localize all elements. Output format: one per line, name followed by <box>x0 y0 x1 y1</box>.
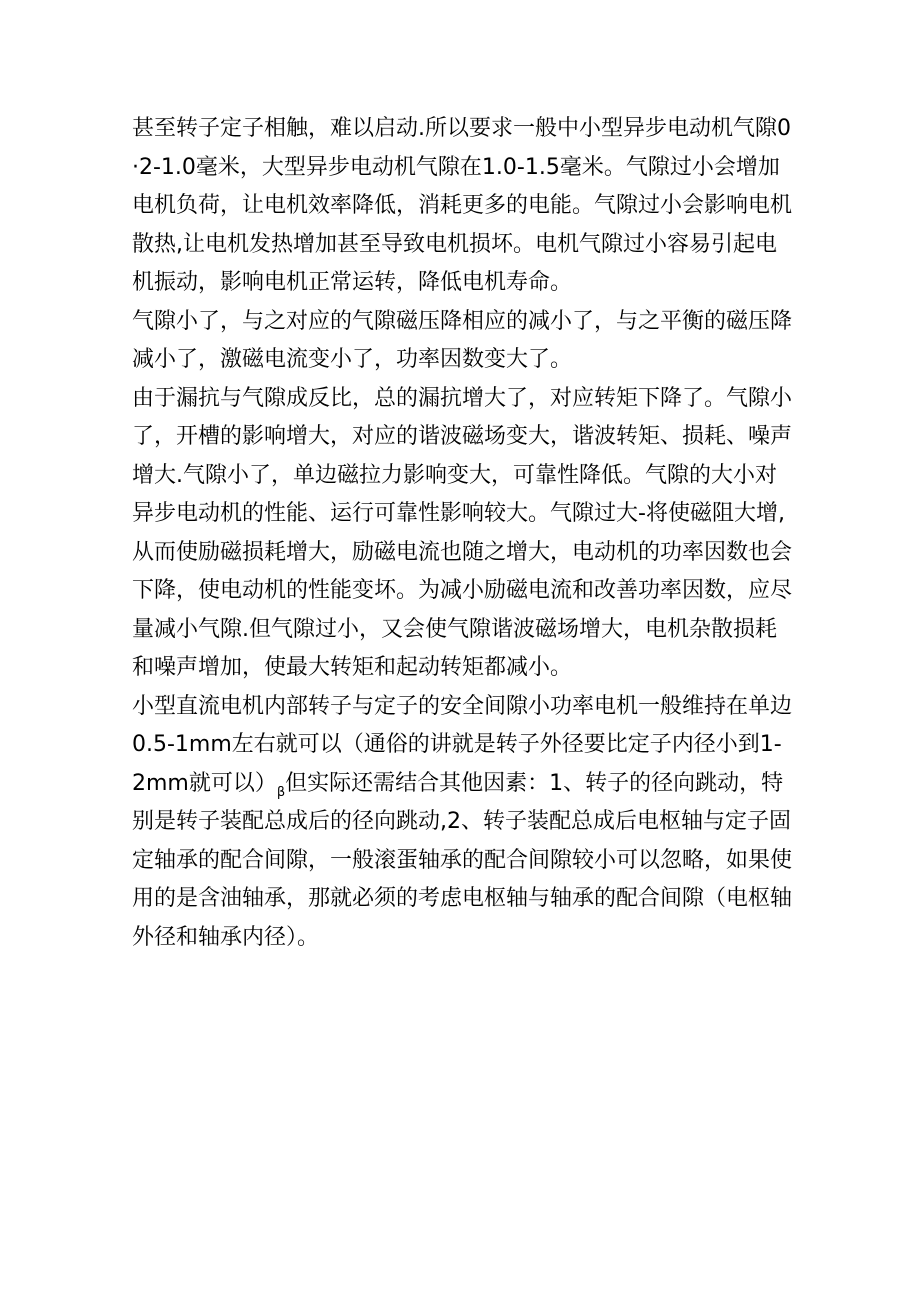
paragraph-leakage-reactance <box>132 380 792 688</box>
paragraph-dc-motor-clearance <box>132 688 792 958</box>
document-body <box>132 110 792 957</box>
paragraph-text: 甚至转子定子相触，难以启动.所以要求一般中小型异步电动机气隙0·2-1.0毫米，大型异步电动机气隙在1.0-1.5毫米。气隙过小会增加电机负荷，让电机效率降低，消耗更多的电能。气隙过小会影响电机散热,让电机发热增加甚至导致电机损坏。电机气隙过小容易引起电机振动，影响电机正常运转，降低电机寿命。 <box>132 116 793 295</box>
subscript-mark: β <box>276 784 286 800</box>
paragraph-text-before: 小型直流电机内部转子与定子的安全间隙小功率电机一般维持在单边0.5-1mm左右就可以（通俗的讲就是转子外径要比定子内径小到1-2mm就可以） <box>132 693 793 796</box>
paragraph-magnetic-voltage-drop <box>132 303 792 380</box>
paragraph-text-after: 但实际还需结合其他因素：1、转子的径向跳动，特别是转子装配总成后的径向跳动,2、转子装配总成后电枢轴与定子固定轴承的配合间隙，一般滚蛋轴承的配合间隙较小可以忽略，如果使用的是含油轴承，那就必须的考虑电枢轴与轴承的配合间隙（电枢轴外径和轴承内径）。 <box>132 770 793 950</box>
paragraph-text: 气隙小了，与之对应的气隙磁压降相应的减小了，与之平衡的磁压降减小了，激磁电流变小了，功率因数变大了。 <box>132 308 793 372</box>
paragraph-text: 由于漏抗与气隙成反比，总的漏抗增大了，对应转矩下降了。气隙小了，开槽的影响增大，对应的谐波磁场变大，谐波转矩、损耗、噪声增大.气隙小了，单边磁拉力影响变大，可靠性降低。气隙的大小对异步电动机的性能、运行可靠性影响较大。气隙过大-将使磁阻大增,从而使励磁损耗增大，励磁电流也随之增大，电动机的功率因数也会下降，使电动机的性能变坏。为减小励磁电流和改善功率因数，应尽量减小气隙.但气隙过小，又会使气隙谐波磁场增大，电机杂散损耗和噪声增加，使最大转矩和起动转矩都减小。 <box>132 385 793 680</box>
paragraph-air-gap-requirements <box>132 110 792 303</box>
